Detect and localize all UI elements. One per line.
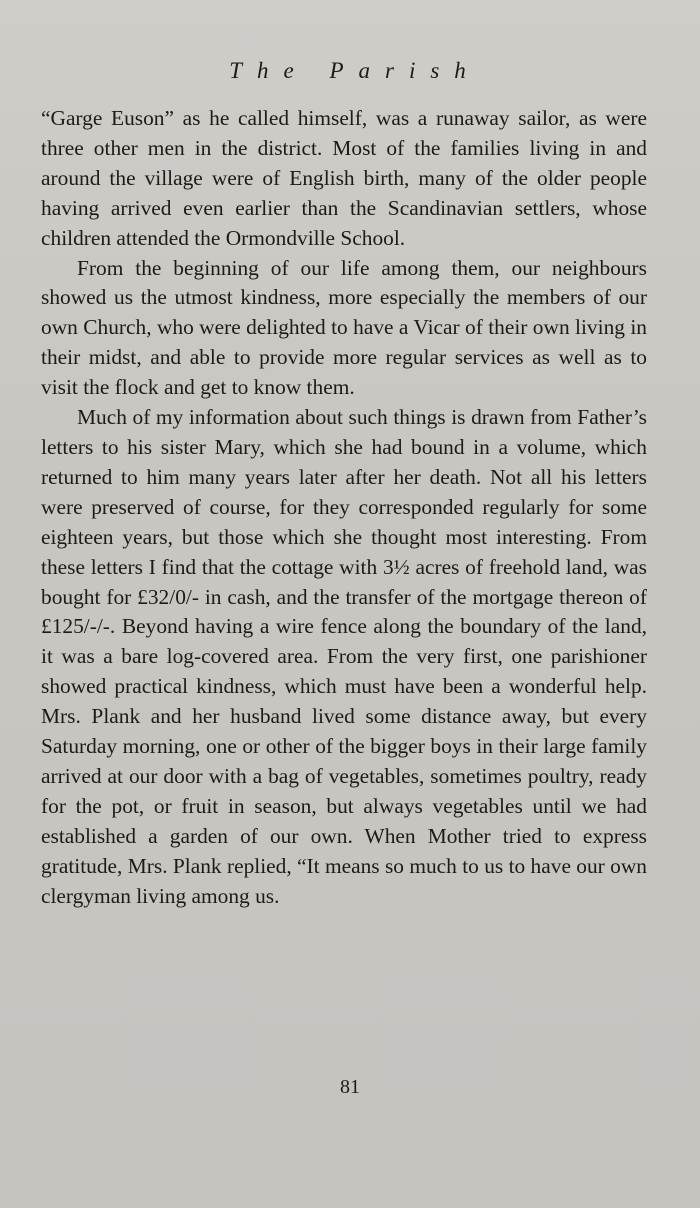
running-head: The Parish bbox=[229, 58, 481, 83]
page-number: 81 bbox=[340, 1076, 360, 1098]
paragraph-2: From the beginning of our life among them, our neighbours showed us the utmost kindness, more especially the members of our own Church, who were delighted to have a Vicar of their own living in their midst, and able to provide more regular services as well as to visit the flock and get to know them. bbox=[41, 255, 647, 400]
body-text bbox=[41, 104, 647, 911]
paragraph-1: “Garge Euson” as he called himself, was a runaway sailor, as were three other men in the district. Most of the families living in and around the village were of English birth, many of the older people having arrived even earlier than the Scandinavian settlers, whose children attended the Ormondville School. bbox=[41, 106, 647, 250]
paragraph-3: Much of my information about such things is drawn from Father’s letters to his sister Mary, which she had bound in a volume, which returned to him many years later after her death. Not all his letters were preserved of course, for they corresponded regularly for some eighteen years, but those which she thought most interesting. From these letters I find that the cottage with 3½ acres of freehold land, was bought for £32/0/- in cash, and the transfer of the mortgage thereon of £125/-/-. Beyond having a wire fence along the boundary of the land, it was a bare log-covered area. From the very first, one parishioner showed practical kindness, which must have been a wonderful help. Mrs. Plank and her husband lived some distance away, but every Saturday morning, one or other of the bigger boys in their large family arrived at our door with a bag of vegetables, sometimes poultry, ready for the pot, or fruit in season, but always vegetables until we had established a garden of our own. When Mother tried to express gratitude, Mrs. Plank replied, “It means so much to us to have our own clergyman living among us. bbox=[41, 405, 647, 908]
